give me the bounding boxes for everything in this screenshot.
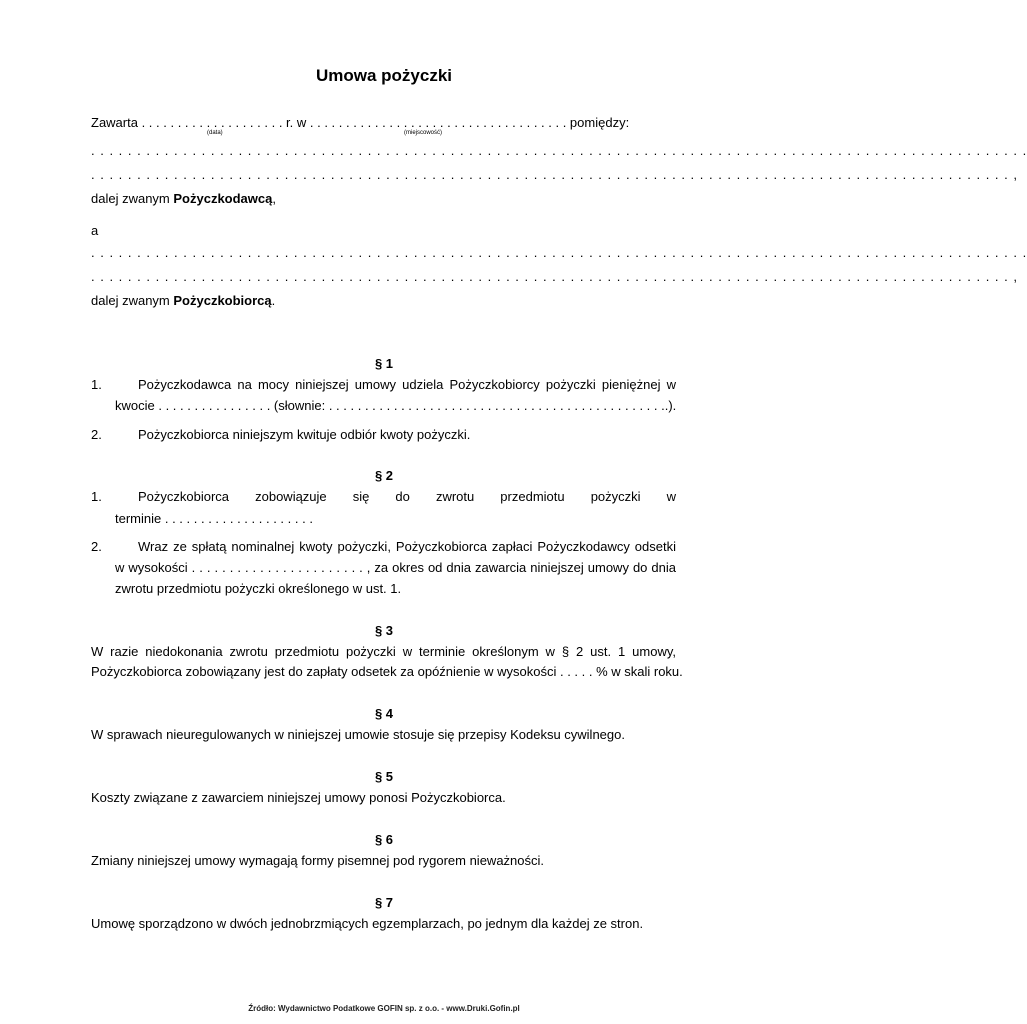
party1-dots-line1: . . . . . . . . . . . . . . . . . . . . . . . . . . . . . . . . . . . . . . . . . . . . . . . . . . . . . . . . . . . . . . . . . . . . . . . . . . . . . . . . . . . . . . . . . . . . . . . . . . . . . . <box>91 143 1027 158</box>
s3-line2: Pożyczkobiorca zobowiązany jest do zapłaty odsetek za opóźnienie w wysokości . . . . . % w skali roku. <box>91 664 683 679</box>
s1-item2-number: 2. <box>91 427 102 442</box>
s5-line1: Koszty związane z zawarciem niniejszej umowy ponosi Pożyczkobiorca. <box>91 790 506 805</box>
data-hint: (data) <box>207 130 223 136</box>
s2-item2-line3: zwrotu przedmiotu pożyczki określonego w ust. 1. <box>115 581 402 596</box>
borrower-suffix: . <box>271 293 276 308</box>
section-2-heading: § 2 <box>374 468 394 483</box>
s2-item1-line2: terminie . . . . . . . . . . . . . . . . . . . . . <box>115 511 313 526</box>
borrower-name: Pożyczkobiorcą <box>173 293 272 308</box>
lender-suffix: , <box>272 191 276 206</box>
s2-item1-number: 1. <box>91 489 102 504</box>
section-5-heading: § 5 <box>374 769 394 784</box>
miejsce-hint: (miejscowość) <box>404 130 443 136</box>
s2-item2-line2: w wysokości . . . . . . . . . . . . . . . . . . . . . . . , za okres od dnia zawarcia niniejszej umowy do dnia <box>115 560 676 575</box>
party2-dots-line1: . . . . . . . . . . . . . . . . . . . . . . . . . . . . . . . . . . . . . . . . . . . . . . . . . . . . . . . . . . . . . . . . . . . . . . . . . . . . . . . . . . . . . . . . . . . . . . . . . . . . . . <box>91 245 1027 260</box>
conjunction-a: a <box>91 223 99 238</box>
zawarta-line: Zawarta . . . . . . . . . . . . . . . . . . . . r. w . . . . . . . . . . . . . . . . . . . . . . . . . . . . . . . . . . . . pomiędzy: <box>91 115 630 130</box>
s2-item2-line1: Wraz ze spłatą nominalnej kwoty pożyczki, Pożyczkobiorca zapłaci Pożyczkodawcy odsetki <box>138 539 676 554</box>
s1-item1-line1: Pożyczkodawca na mocy niniejszej umowy udziela Pożyczkobiorcy pożyczki pieniężnej w <box>138 377 676 392</box>
borrower-prefix: dalej zwanym <box>91 293 174 308</box>
section-6-heading: § 6 <box>374 832 394 847</box>
s1-item2-line1: Pożyczkobiorca niniejszym kwituje odbiór kwoty pożyczki. <box>138 427 471 442</box>
party2-dots-line2: . . . . . . . . . . . . . . . . . . . . . . . . . . . . . . . . . . . . . . . . . . . . . . . . . . . . . . . . . . . . . . . . . . . . . . . . . . . . . . . . . . . . . . . . . . . . . . . . . . . . , <box>91 269 1018 284</box>
lender-designation <box>91 191 276 207</box>
s2-item1-line1: Pożyczkobiorca zobowiązuje się do zwrotu przedmiotu pożyczki w <box>138 489 676 504</box>
lender-prefix: dalej zwanym <box>91 191 174 206</box>
section-3-heading: § 3 <box>374 623 394 638</box>
section-4-heading: § 4 <box>374 706 394 721</box>
document-title: Umowa pożyczki <box>315 66 453 85</box>
s4-line1: W sprawach nieuregulowanych w niniejszej umowie stosuje się przepisy Kodeksu cywilnego. <box>91 727 625 742</box>
s6-line1: Zmiany niniejszej umowy wymagają formy pisemnej pod rygorem nieważności. <box>91 853 545 868</box>
s1-item1-line2: kwocie . . . . . . . . . . . . . . . . (słownie: . . . . . . . . . . . . . . . . . . . . . . . . . . . . . . . . . . . . . . . . . . . . . . ..). <box>115 398 677 413</box>
s7-line1: Umowę sporządzono w dwóch jednobrzmiących egzemplarzach, po jednym dla każdej ze stron. <box>91 916 644 931</box>
s3-line1: W razie niedokonania zwrotu przedmiotu pożyczki w terminie określonym w § 2 ust. 1 umowy, <box>91 644 676 659</box>
s2-item2-number: 2. <box>91 539 102 554</box>
source-footer: Źródło: Wydawnictwo Podatkowe GOFIN sp. z o.o. - www.Druki.Gofin.pl <box>248 1004 520 1013</box>
section-7-heading: § 7 <box>374 895 394 910</box>
s1-item1-number: 1. <box>91 377 102 392</box>
lender-name: Pożyczkodawcą <box>173 191 273 206</box>
borrower-designation <box>91 293 275 309</box>
section-1-heading: § 1 <box>374 356 394 371</box>
party1-dots-line2: . . . . . . . . . . . . . . . . . . . . . . . . . . . . . . . . . . . . . . . . . . . . . . . . . . . . . . . . . . . . . . . . . . . . . . . . . . . . . . . . . . . . . . . . . . . . . . . . . . . . , <box>91 167 1018 182</box>
